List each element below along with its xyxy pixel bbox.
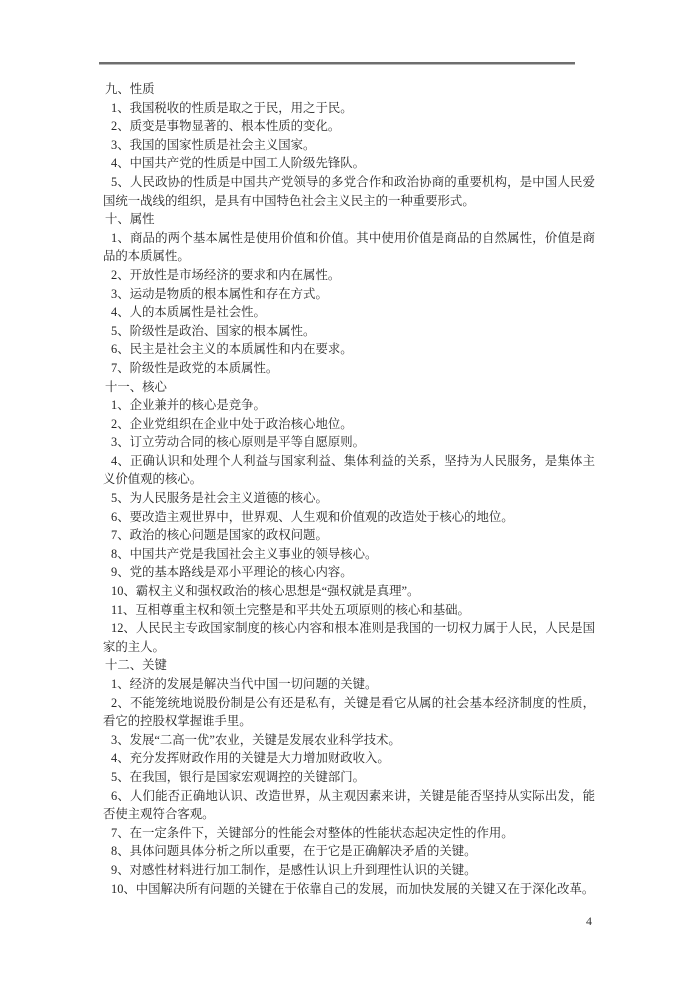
list-item: 2、开放性是市场经济的要求和内在属性。 — [111, 267, 341, 282]
document-section — [103, 656, 595, 898]
list-item: 5、阶级性是政治、国家的根本属性。 — [111, 323, 316, 338]
header-rule — [99, 62, 575, 65]
list-item: 6、要改造主观世界中，世界观、人生观和价值观的改造处于核心的地位。 — [111, 509, 514, 524]
list-item: 5、人民政协的性质是中国共产党领导的多党合作和政治协商的重要机构，是中国人民爱国统一战线的组织，是具有中国特色社会主义民主的一种重要形式。 — [103, 174, 595, 208]
list-item: 3、我国的国家性质是社会主义国家。 — [111, 137, 316, 152]
list-item: 3、发展“二高一优”农业，关键是发展农业科学技术。 — [111, 732, 401, 747]
list-item: 12、人民民主专政国家制度的核心内容和根本准则是我国的一切权力属于人民，人民是国家的主人。 — [103, 621, 595, 654]
list-item: 1、商品的两个基本属性是使用价值和价值。其中使用价值是商品的自然属性，价值是商品的本质属性。 — [103, 230, 595, 264]
list-item: 6、人们能否正确地认识、改造世界，从主观因素来讲，关键是能否坚持从实际出发，能否使主观符合客观。 — [103, 788, 595, 822]
list-item: 1、企业兼并的核心是竞争。 — [111, 398, 266, 413]
list-item: 3、运动是物质的根本属性和存在方式。 — [111, 286, 328, 301]
list-item: 7、在一定条件下，关键部分的性能会对整体的性能状态起决定性的作用。 — [111, 825, 514, 840]
list-item: 2、企业党组织在企业中处于政治核心地位。 — [111, 416, 353, 431]
document-section — [103, 80, 595, 210]
page-number: 4 — [586, 914, 592, 928]
list-item: 10、中国解决所有问题的关键在于依靠自己的发展，而加快发展的关键又在于深化改革。 — [111, 881, 595, 896]
list-item: 5、为人民服务是社会主义道德的核心。 — [111, 491, 328, 506]
list-item: 1、我国税收的性质是取之于民，用之于民。 — [111, 100, 353, 115]
list-item: 11、互相尊重主权和领土完整是和平共处五项原则的核心和基础。 — [111, 602, 470, 617]
list-item: 2、不能笼统地说股份制是公有还是私有，关键是看它从属的社会基本经济制度的性质，看它的控股权掌握谁手里。 — [103, 695, 595, 729]
list-item: 5、在我国，银行是国家宏观调控的关键部门。 — [111, 769, 366, 784]
list-item: 7、政治的核心问题是国家的政权问题。 — [111, 528, 328, 543]
list-item: 9、党的基本路线是邓小平理论的核心内容。 — [111, 565, 353, 580]
list-item: 4、正确认识和处理个人利益与国家利益、集体利益的关系，坚持为人民服务，是集体主义价值观的核心。 — [103, 453, 595, 487]
section-title: 十、属性 — [105, 212, 155, 227]
list-item: 4、人的本质属性是社会性。 — [111, 305, 266, 320]
document-section — [103, 210, 595, 377]
section-title: 十二、关键 — [105, 658, 167, 673]
list-item: 9、对感性材料进行加工制作，是感性认识上升到理性认识的关键。 — [111, 862, 477, 877]
list-item: 8、具体问题具体分析之所以重要，在于它是正确解决矛盾的关键。 — [111, 844, 477, 859]
list-item: 2、质变是事物显著的、根本性质的变化。 — [111, 119, 341, 134]
section-title: 九、性质 — [105, 82, 155, 96]
list-item: 4、充分发挥财政作用的关键是大力增加财政收入。 — [111, 751, 390, 766]
list-item: 7、阶级性是政党的本质属性。 — [111, 360, 279, 375]
document-content — [103, 80, 595, 898]
section-title: 十一、核心 — [105, 379, 167, 394]
list-item: 10、霸权主义和强权政治的核心思想是“强权就是真理”。 — [111, 584, 420, 599]
list-item: 1、经济的发展是解决当代中国一切问题的关键。 — [111, 677, 378, 691]
document-section — [103, 378, 595, 657]
list-item: 8、中国共产党是我国社会主义事业的领导核心。 — [111, 546, 378, 561]
list-item: 6、民主是社会主义的本质属性和内在要求。 — [111, 342, 353, 357]
list-item: 4、中国共产党的性质是中国工人阶级先锋队。 — [111, 156, 366, 171]
list-item: 3、订立劳动合同的核心原则是平等自愿原则。 — [111, 435, 366, 450]
